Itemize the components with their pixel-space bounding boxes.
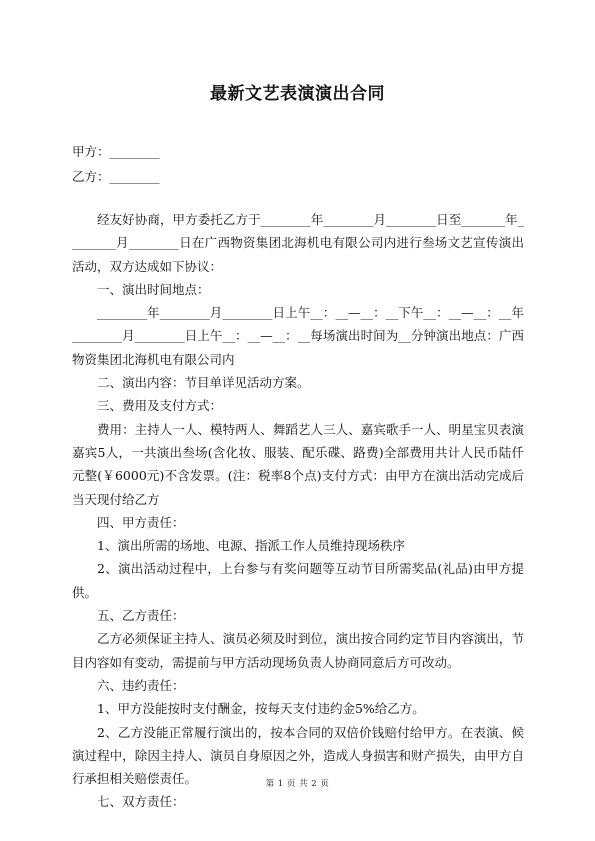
party-b-line: 乙方：________ bbox=[72, 169, 160, 184]
page-footer: 第 1 页 共 2 页 bbox=[265, 779, 330, 789]
party-a-duty-item: 1、演出所需的场地、电源、指派工作人员维持现场秩序 bbox=[97, 538, 405, 554]
section-heading-breach: 六、违约责任： bbox=[97, 677, 185, 693]
section-heading-time-location: 一、演出时间地点： bbox=[97, 281, 210, 297]
party-a-duty-item: 2、演出活动过程中，上台参与有奖问题等互动节目所需奖品(礼品)由甲方提供。 bbox=[72, 561, 524, 600]
fees-paragraph: 费用：主持人一人、模特两人、舞蹈艺人三人、嘉宾歌手一人、明星宝贝表演嘉宾5人，一共演出叁场(含化妆、服装、配乐碟、路费)全部费用共计人民币陆仟元整(￥6000元)不含发票。(注：税率8个点)支付方式：由甲方在演出活动完成后当天现付给乙方 bbox=[72, 421, 524, 507]
breach-item: 1、甲方没能按时支付酬金，按每天支付违约金5%给乙方。 bbox=[97, 701, 425, 717]
party-a-line: 甲方：________ bbox=[72, 144, 160, 159]
section-heading-mutual-duty: 七、双方责任： bbox=[97, 794, 185, 810]
section-heading-content: 二、演出内容：节目单详见活动方案。 bbox=[97, 375, 310, 391]
document-title: 最新文艺表演演出合同 bbox=[210, 84, 385, 104]
party-b-duty-paragraph: 乙方必须保证主持人、演员必须及时到位，演出按合同约定节目内容演出，节目内容如有变动，需提前与甲方活动现场负责人协商同意后方可改动。 bbox=[72, 631, 524, 670]
section-heading-party-a-duty: 四、甲方责任： bbox=[97, 514, 185, 530]
breach-item: 2、乙方没能正常履行演出的，按本合同的双倍价钱赔付给甲方。在表演、候演过程中，除因主持人、演员自身原因之外，造成人身损害和财产损失，由甲方自行承担相关赔偿责任。 bbox=[72, 724, 524, 787]
intro-paragraph: 经友好协商，甲方委托乙方于________年________月________日至_______年________月________日在广西物资集团北海机电有限公司内进行叁场文艺宣传演出活动，双方达成如下协议： bbox=[72, 212, 524, 274]
time-location-paragraph: ________年________月________日上午__：__—__：__下午__：__—__：__年________月________日上午__：__—__：__每场演出时间为__分钟演出地点：广西物资集团北海机电有限公司内 bbox=[72, 305, 524, 367]
section-heading-fees: 三、费用及支付方式： bbox=[97, 398, 223, 414]
contract-body bbox=[72, 208, 524, 814]
section-heading-party-b-duty: 五、乙方责任： bbox=[97, 608, 185, 624]
